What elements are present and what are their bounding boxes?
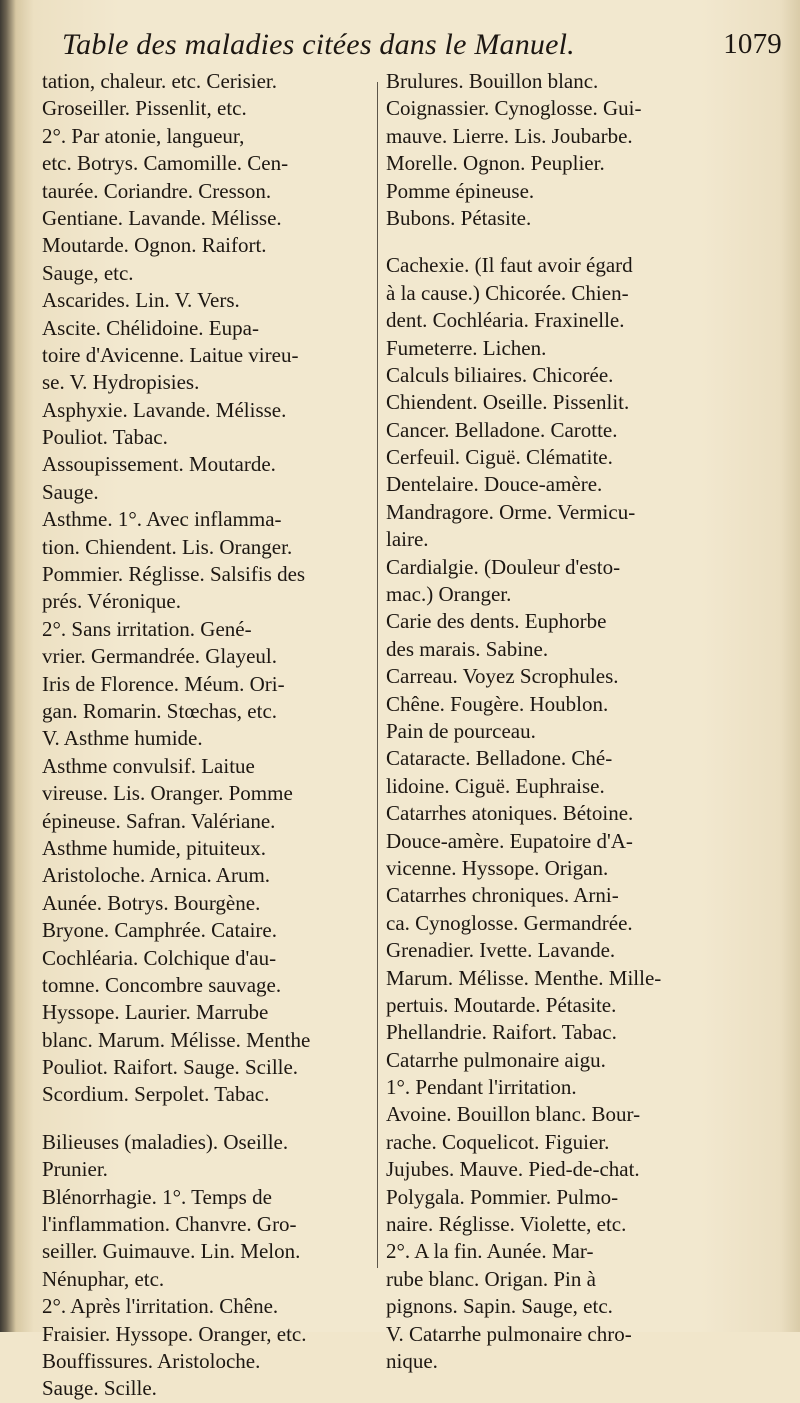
text-line: Catarrhes chroniques. Arni- bbox=[386, 883, 619, 908]
text-line: Phellandrie. Raifort. Tabac. bbox=[386, 1020, 617, 1045]
text-line: Cataracte. Belladone. Ché- bbox=[386, 746, 613, 771]
text-line: Ascarides. Lin. V. Vers. bbox=[42, 288, 240, 313]
text-line: seiller. Guimauve. Lin. Melon. bbox=[42, 1239, 301, 1264]
text-line: laire. bbox=[386, 527, 429, 552]
text-line: vireuse. Lis. Oranger. Pomme bbox=[42, 781, 293, 806]
left-column bbox=[42, 68, 372, 1403]
text-line: ca. Cynoglosse. Germandrée. bbox=[386, 910, 633, 935]
text-line: Pouliot. Raifort. Sauge. Scille. bbox=[42, 1055, 299, 1080]
text-line: 2°. A la fin. Aunée. Mar- bbox=[386, 1239, 594, 1264]
text-line: V. Asthme humide. bbox=[42, 726, 203, 751]
text-line: vicenne. Hyssope. Origan. bbox=[386, 855, 609, 880]
text-line: Asthme convulsif. Laitue bbox=[42, 753, 255, 778]
text-line: Prunier. bbox=[42, 1157, 108, 1182]
running-title: Table des maladies citées dans le Manuel. bbox=[62, 28, 575, 61]
text-line: mac.) Oranger. bbox=[386, 582, 512, 607]
text-line: V. Catarrhe pulmonaire chro- bbox=[386, 1321, 632, 1346]
text-line: Mandragore. Orme. Vermicu- bbox=[386, 499, 636, 524]
text-line: Asthme humide, pituiteux. bbox=[42, 835, 266, 860]
text-line: 2°. Sans irritation. Gené- bbox=[42, 616, 252, 641]
column-divider bbox=[377, 82, 378, 1268]
text-line: Ascite. Chélidoine. Eupa- bbox=[42, 315, 259, 340]
text-line: vrier. Germandrée. Glayeul. bbox=[42, 644, 277, 669]
text-line: se. V. Hydropisies. bbox=[42, 370, 200, 395]
text-line: Pomme épineuse. bbox=[386, 178, 535, 203]
text-line: tion. Chiendent. Lis. Oranger. bbox=[42, 534, 293, 559]
text-line: Jujubes. Mauve. Pied-de-chat. bbox=[386, 1157, 640, 1182]
text-line: Cardialgie. (Douleur d'esto- bbox=[386, 554, 621, 579]
text-line: Chiendent. Oseille. Pissenlit. bbox=[386, 390, 630, 415]
text-line: Bouffissures. Aristoloche. bbox=[42, 1348, 261, 1373]
text-line: Carie des dents. Euphorbe bbox=[386, 609, 607, 634]
text-line: Marum. Mélisse. Menthe. Mille- bbox=[386, 965, 662, 990]
text-line: Fraisier. Hyssope. Oranger, etc. bbox=[42, 1321, 307, 1346]
text-line: Grenadier. Ivette. Lavande. bbox=[386, 938, 616, 963]
text-line: Bilieuses (maladies). Oseille. bbox=[42, 1129, 289, 1154]
text-line: Sauge, etc. bbox=[42, 260, 134, 285]
text-line: des marais. Sabine. bbox=[386, 636, 549, 661]
text-line: Carreau. Voyez Scrophules. bbox=[386, 664, 619, 689]
running-header bbox=[62, 28, 782, 72]
text-line: 2°. Après l'irritation. Chêne. bbox=[42, 1294, 279, 1319]
text-line: Catarrhe pulmonaire aigu. bbox=[386, 1047, 606, 1072]
text-line: pertuis. Moutarde. Pétasite. bbox=[386, 992, 617, 1017]
text-line: Pain de pourceau. bbox=[386, 718, 536, 743]
text-line: Chêne. Fougère. Houblon. bbox=[386, 691, 609, 716]
text-line: Groseiller. Pissenlit, etc. bbox=[42, 96, 247, 121]
text-line: Gentiane. Lavande. Mélisse. bbox=[42, 205, 282, 230]
text-line: toire d'Avicenne. Laitue vireu- bbox=[42, 342, 299, 367]
text-line: Avoine. Bouillon blanc. Bour- bbox=[386, 1102, 641, 1127]
text-line: Sauge. Scille. bbox=[42, 1376, 157, 1401]
text-line: Moutarde. Ognon. Raifort. bbox=[42, 233, 267, 258]
text-line: Cerfeuil. Ciguë. Clématite. bbox=[386, 445, 613, 470]
text-line: Fumeterre. Lichen. bbox=[386, 335, 547, 360]
text-line: à la cause.) Chicorée. Chien- bbox=[386, 280, 629, 305]
text-line: Aunée. Botrys. Bourgène. bbox=[42, 890, 261, 915]
text-line: etc. Botrys. Camomille. Cen- bbox=[42, 151, 289, 176]
text-line: Aristoloche. Arnica. Arum. bbox=[42, 863, 271, 888]
text-line: l'inflammation. Chanvre. Gro- bbox=[42, 1212, 297, 1237]
text-line: Asphyxie. Lavande. Mélisse. bbox=[42, 397, 287, 422]
text-line: Nénuphar, etc. bbox=[42, 1266, 165, 1291]
text-line: Bryone. Camphrée. Cataire. bbox=[42, 918, 277, 943]
text-line: tomne. Concombre sauvage. bbox=[42, 972, 282, 997]
text-line: pignons. Sapin. Sauge, etc. bbox=[386, 1294, 613, 1319]
text-line: Cachexie. (Il faut avoir égard bbox=[386, 253, 633, 278]
text-line: Coignassier. Cynoglosse. Gui- bbox=[386, 96, 642, 121]
text-line: rube blanc. Origan. Pin à bbox=[386, 1266, 596, 1291]
text-line: Pommier. Réglisse. Salsifis des bbox=[42, 562, 306, 587]
text-line: Brulures. Bouillon blanc. bbox=[386, 69, 599, 93]
text-line: Hyssope. Laurier. Marrube bbox=[42, 1000, 269, 1025]
text-line: dent. Cochléaria. Fraxinelle. bbox=[386, 308, 625, 333]
text-line: mauve. Lierre. Lis. Joubarbe. bbox=[386, 123, 633, 148]
text-line: Cochléaria. Colchique d'au- bbox=[42, 945, 277, 970]
text-line: Catarrhes atoniques. Bétoine. bbox=[386, 801, 634, 826]
text-line: Dentelaire. Douce-amère. bbox=[386, 472, 603, 497]
text-line bbox=[42, 1109, 372, 1129]
text-line: épineuse. Safran. Valériane. bbox=[42, 808, 276, 833]
text-line: Cancer. Belladone. Carotte. bbox=[386, 417, 618, 442]
text-line: Iris de Florence. Méum. Ori- bbox=[42, 671, 285, 696]
text-line: blanc. Marum. Mélisse. Menthe bbox=[42, 1027, 311, 1052]
text-line: rache. Coquelicot. Figuier. bbox=[386, 1129, 610, 1154]
text-line: Douce-amère. Eupatoire d'A- bbox=[386, 828, 633, 853]
text-line: Bubons. Pétasite. bbox=[386, 205, 532, 230]
page-number: 1079 bbox=[723, 28, 782, 60]
text-line: 1°. Pendant l'irritation. bbox=[386, 1075, 577, 1100]
text-line: taurée. Coriandre. Cresson. bbox=[42, 178, 272, 203]
text-line: Polygala. Pommier. Pulmo- bbox=[386, 1184, 619, 1209]
text-line: Scordium. Serpolet. Tabac. bbox=[42, 1082, 270, 1107]
text-line: Morelle. Ognon. Peuplier. bbox=[386, 151, 605, 176]
text-line: gan. Romarin. Stœchas, etc. bbox=[42, 698, 278, 723]
text-line bbox=[386, 232, 716, 252]
text-line: tation, chaleur. etc. Cerisier. bbox=[42, 69, 277, 93]
text-line: 2°. Par atonie, langueur, bbox=[42, 123, 245, 148]
text-line: naire. Réglisse. Violette, etc. bbox=[386, 1212, 627, 1237]
text-line: prés. Véronique. bbox=[42, 589, 181, 614]
text-line: Assoupissement. Moutarde. bbox=[42, 452, 276, 477]
text-line: Sauge. bbox=[42, 479, 99, 504]
text-line: Asthme. 1°. Avec inflamma- bbox=[42, 507, 282, 532]
text-line: Pouliot. Tabac. bbox=[42, 425, 168, 450]
text-line: nique. bbox=[386, 1348, 438, 1373]
text-line: lidoine. Ciguë. Euphraise. bbox=[386, 773, 605, 798]
text-line: Blénorrhagie. 1°. Temps de bbox=[42, 1184, 272, 1209]
right-column bbox=[386, 68, 716, 1375]
text-line: Calculs biliaires. Chicorée. bbox=[386, 362, 614, 387]
